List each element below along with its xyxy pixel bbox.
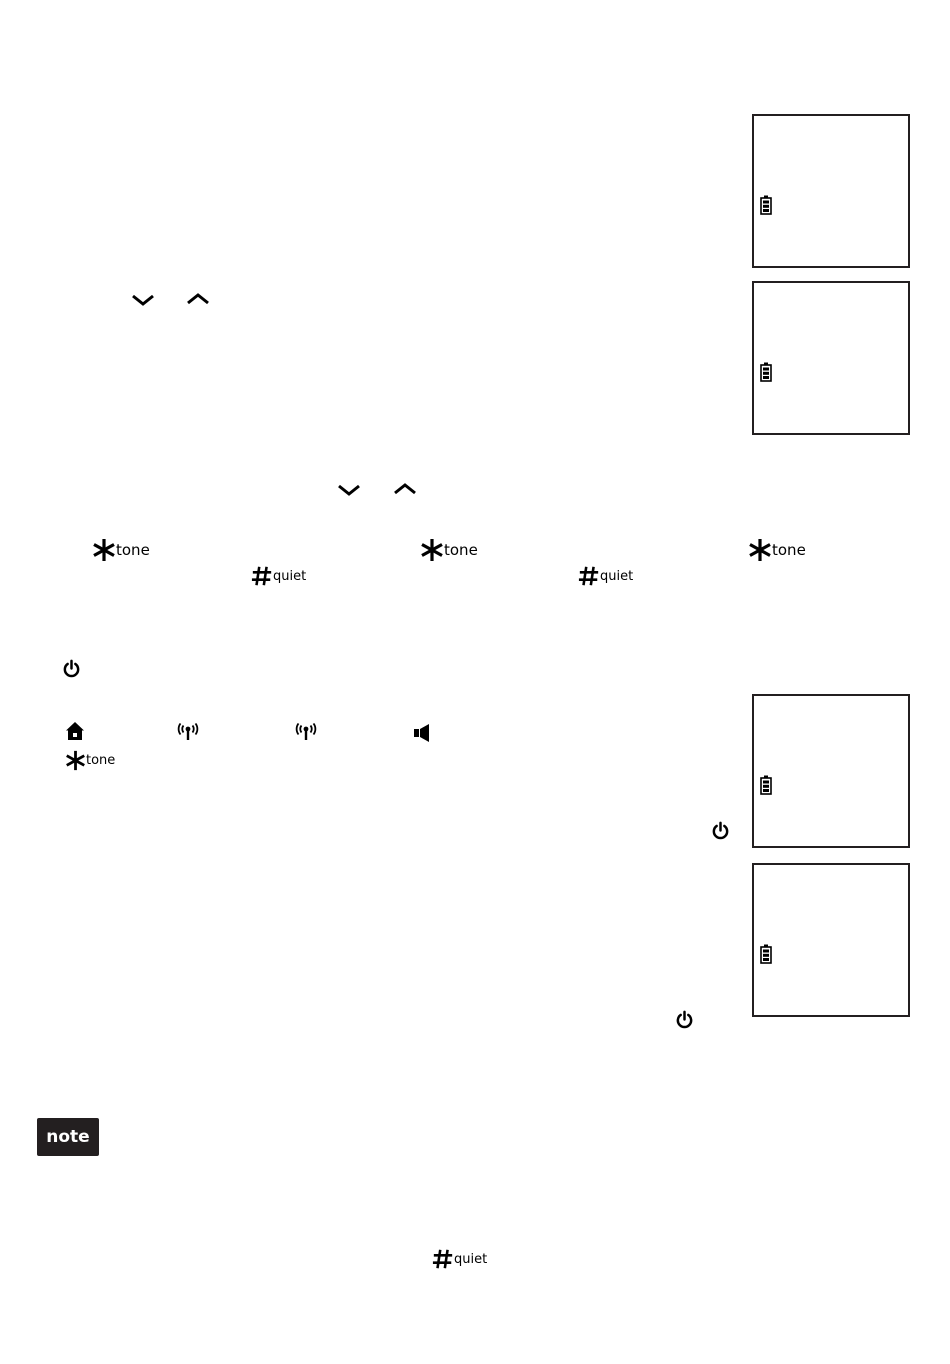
star-key-icon bbox=[748, 538, 772, 562]
battery-icon bbox=[759, 362, 773, 382]
pound-quiet-key bbox=[251, 565, 306, 587]
note-badge: note bbox=[37, 1118, 99, 1156]
quiet-label: quiet bbox=[273, 568, 307, 584]
pound-key-icon bbox=[578, 565, 600, 587]
star-tone-key bbox=[420, 538, 478, 562]
tone-label: tone bbox=[86, 753, 116, 768]
quiet-label: quiet bbox=[600, 568, 634, 584]
pound-key-icon bbox=[432, 1248, 454, 1270]
star-tone-key bbox=[92, 538, 150, 562]
chevron-down-icon bbox=[131, 294, 155, 306]
tone-label: tone bbox=[772, 540, 806, 559]
power-icon bbox=[711, 821, 730, 840]
chevron-up-icon bbox=[393, 483, 417, 495]
battery-icon bbox=[759, 944, 773, 964]
power-icon bbox=[675, 1010, 694, 1029]
chevron-up-icon bbox=[186, 293, 210, 305]
battery-icon bbox=[759, 195, 773, 215]
battery-icon bbox=[759, 775, 773, 795]
chevron-down-icon bbox=[337, 484, 361, 496]
power-icon bbox=[62, 659, 81, 678]
handset-screen-1 bbox=[752, 114, 910, 268]
tone-label: tone bbox=[116, 540, 150, 559]
tone-label: tone bbox=[444, 540, 478, 559]
pound-key-icon bbox=[251, 565, 273, 587]
home-icon bbox=[65, 721, 85, 741]
star-key-icon bbox=[420, 538, 444, 562]
star-tone-key bbox=[65, 750, 115, 771]
antenna-icon bbox=[295, 723, 317, 741]
antenna-icon bbox=[177, 723, 199, 741]
handset-screen-2 bbox=[752, 281, 910, 435]
star-tone-key bbox=[748, 538, 806, 562]
pound-quiet-key bbox=[578, 565, 633, 587]
handset-screen-4 bbox=[752, 863, 910, 1017]
star-key-icon bbox=[65, 750, 86, 771]
quiet-label: quiet bbox=[454, 1251, 488, 1267]
handset-screen-3 bbox=[752, 694, 910, 848]
pound-quiet-key bbox=[432, 1248, 487, 1270]
speaker-icon bbox=[412, 723, 432, 743]
star-key-icon bbox=[92, 538, 116, 562]
